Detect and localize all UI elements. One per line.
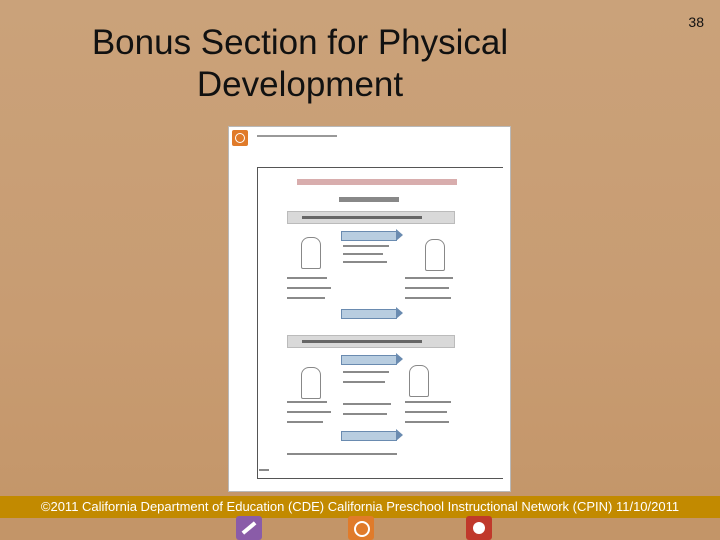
- doc-text-line: [405, 401, 451, 403]
- doc-text-line: [343, 403, 391, 405]
- document-page-image: [228, 126, 511, 492]
- doc-text-line: [405, 421, 449, 423]
- doc-text-line: [259, 469, 269, 471]
- ball-icon: [232, 130, 248, 146]
- doc-header-line: [257, 135, 337, 137]
- doc-text-line: [343, 245, 389, 247]
- doc-text-line: [287, 421, 323, 423]
- runner-figure-icon: [301, 237, 321, 269]
- doc-text-line: [287, 453, 397, 455]
- doc-text-line: [287, 297, 325, 299]
- doc-text-line: [287, 287, 331, 289]
- ball-icon[interactable]: [348, 516, 374, 540]
- doc-text-line: [343, 261, 387, 263]
- page-number: 38: [688, 14, 704, 30]
- doc-text-line: [287, 401, 327, 403]
- arrow-icon: [341, 309, 397, 319]
- arrow-icon: [341, 231, 397, 241]
- apple-icon[interactable]: [466, 516, 492, 540]
- sequence-bar-jumping: [287, 335, 455, 348]
- doc-text-line: [343, 253, 383, 255]
- doc-text-line: [343, 381, 385, 383]
- pencil-icon[interactable]: [236, 516, 262, 540]
- slide-title: Bonus Section for Physical Development: [91, 23, 509, 104]
- doc-text-line: [405, 287, 449, 289]
- doc-text-line: [405, 411, 447, 413]
- arrow-icon: [341, 431, 397, 441]
- jumper-figure-icon: [301, 367, 321, 399]
- jumper-figure-icon: [409, 365, 429, 397]
- doc-subheading: [339, 197, 399, 202]
- doc-text-line: [343, 371, 389, 373]
- doc-heading: [297, 179, 457, 185]
- doc-text-line: [405, 277, 453, 279]
- doc-text-line: [287, 277, 327, 279]
- footer-copyright: ©2011 California Department of Education (CDE) California Preschool Instructional Network (CPIN) 11/10/2011: [40, 499, 680, 514]
- runner-figure-icon: [425, 239, 445, 271]
- doc-text-line: [287, 411, 331, 413]
- doc-text-line: [343, 413, 387, 415]
- arrow-icon: [341, 355, 397, 365]
- sequence-bar-running: [287, 211, 455, 224]
- doc-text-line: [405, 297, 451, 299]
